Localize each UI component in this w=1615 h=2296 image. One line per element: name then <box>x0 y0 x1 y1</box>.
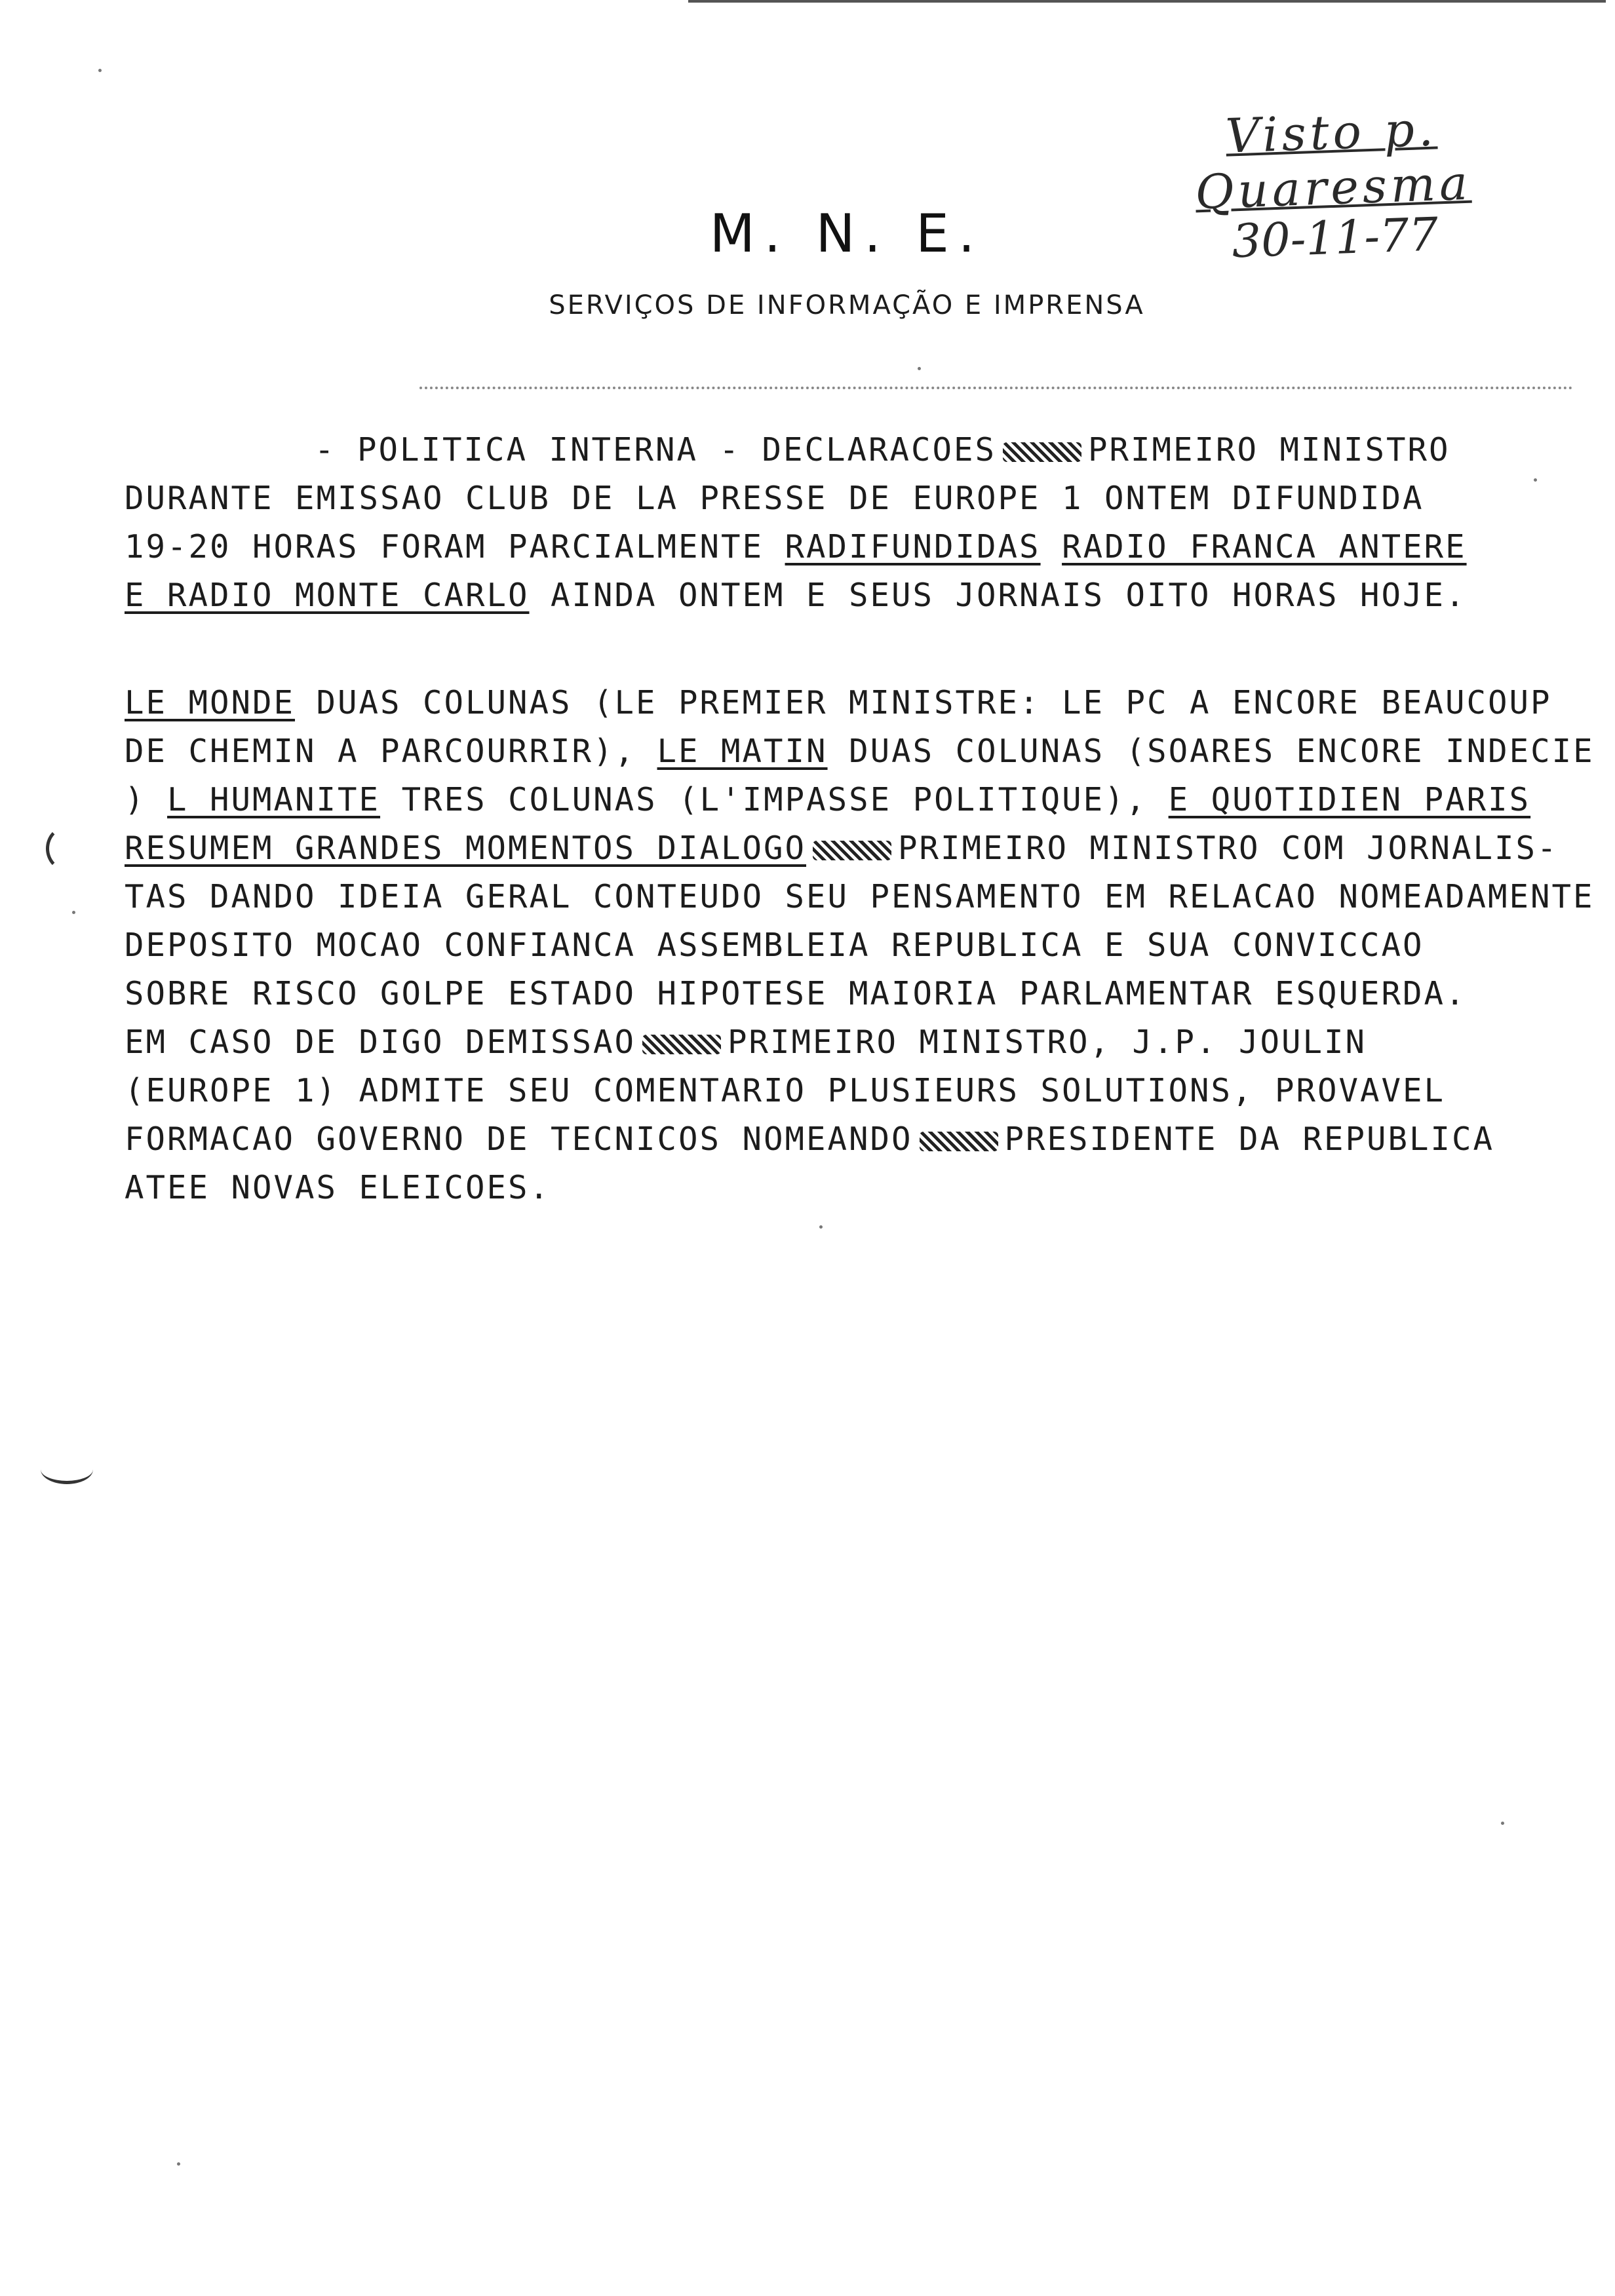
speck <box>819 1225 823 1229</box>
telegram-body <box>125 426 1595 1212</box>
underlined-text: LE MATIN <box>657 733 828 770</box>
text-segment: PRESIDENTE DA REPUBLICA <box>1004 1120 1495 1158</box>
dotted-separator <box>419 387 1573 389</box>
text-segment: DUAS COLUNAS (SOARES ENCORE INDECIE <box>849 733 1595 770</box>
text-segment: AINDA ONTEM E SEUS JORNAIS OITO HORAS HOJE. <box>551 577 1467 614</box>
speck <box>177 2162 180 2166</box>
text-segment: DUAS COLUNAS (LE PREMIER MINISTRE: LE PC A ENCORE BEAUCOUP <box>316 684 1552 721</box>
text-segment: DE CHEMIN A PARCOURRIR), <box>125 733 636 770</box>
margin-bracket-mark <box>46 826 88 871</box>
text-line: SOBRE RISCO GOLPE ESTADO HIPOTESE MAIORIA PARLAMENTAR ESQUERDA. <box>125 975 1467 1012</box>
text-line: DURANTE EMISSAO CLUB DE LA PRESSE DE EUROPE 1 ONTEM DIFUNDIDA <box>125 480 1424 517</box>
speck <box>72 911 75 914</box>
underlined-text: LE MONDE <box>125 684 296 721</box>
underlined-text: RESUMEM GRANDES MOMENTOS DIALOGO <box>125 830 807 867</box>
handwritten-signature: Visto p. Quaresma <box>1194 101 1473 220</box>
underlined-text: E RADIO MONTE CARLO <box>125 577 530 614</box>
text-line <box>125 824 1580 873</box>
text-line <box>125 679 1580 727</box>
underlined-text: L HUMANITE <box>167 781 381 818</box>
text-line: TAS DANDO IDEIA GERAL CONTEUDO SEU PENSAMENTO EM RELACAO NOMEADAMENTE <box>125 878 1595 915</box>
speck <box>918 367 921 370</box>
text-segment: PRIMEIRO MINISTRO <box>1088 431 1450 469</box>
ministry-title: M. N. E. <box>709 203 984 264</box>
redaction-mark <box>642 1035 721 1054</box>
redaction-mark <box>1003 442 1081 462</box>
margin-curve-mark <box>41 1455 93 1484</box>
text-line: ATEE NOVAS ELEICOES. <box>125 1169 551 1206</box>
department-subtitle: SERVIÇOS DE INFORMAÇÃO E IMPRENSA <box>549 290 1145 320</box>
text-line <box>125 727 1595 776</box>
handwritten-date: 30-11-77 <box>1231 207 1439 269</box>
speck <box>98 69 102 72</box>
text-segment: TRES COLUNAS (L'IMPASSE POLITIQUE), <box>401 781 1148 818</box>
document-header <box>0 203 1615 320</box>
text-line: (EUROPE 1) ADMITE SEU COMENTARIO PLUSIEURS SOLUTIONS, PROVAVEL <box>125 1072 1446 1109</box>
text-segment: PRIMEIRO MINISTRO, J.P. JOULIN <box>728 1024 1367 1061</box>
text-segment: - POLITICA INTERNA - DECLARACOES <box>315 431 997 469</box>
text-segment: FORMACAO GOVERNO DE TECNICOS NOMEANDO <box>125 1120 913 1158</box>
text-line <box>125 523 1580 571</box>
speck <box>1501 1822 1504 1825</box>
redaction-mark <box>920 1132 998 1151</box>
text-segment: EM CASO DE DIGO DEMISSAO <box>125 1024 636 1061</box>
underlined-text: E QUOTIDIEN PARIS <box>1168 781 1531 818</box>
paragraph-gap <box>125 620 1580 679</box>
text-line: DEPOSITO MOCAO CONFIANCA ASSEMBLEIA REPUBLICA E SUA CONVICCAO <box>125 927 1424 964</box>
text-segment: 19-20 HORAS FORAM PARCIALMENTE <box>125 528 764 565</box>
text-segment: ) <box>125 781 146 818</box>
text-segment: PRIMEIRO MINISTRO COM JORNALIS- <box>898 830 1559 867</box>
underlined-text: RADIO FRANCA ANTERE <box>1062 528 1467 565</box>
paragraph-internal-politics <box>125 426 1580 620</box>
text-line <box>125 571 1580 620</box>
underlined-text: RADIFUNDIDAS <box>785 528 1041 565</box>
top-edge-line <box>688 0 1606 3</box>
redaction-mark <box>813 841 891 860</box>
text-line <box>125 1115 1580 1164</box>
text-line <box>125 426 1580 474</box>
text-line <box>125 776 1580 824</box>
text-line <box>125 1018 1580 1067</box>
paragraph-press-review <box>125 679 1595 1212</box>
